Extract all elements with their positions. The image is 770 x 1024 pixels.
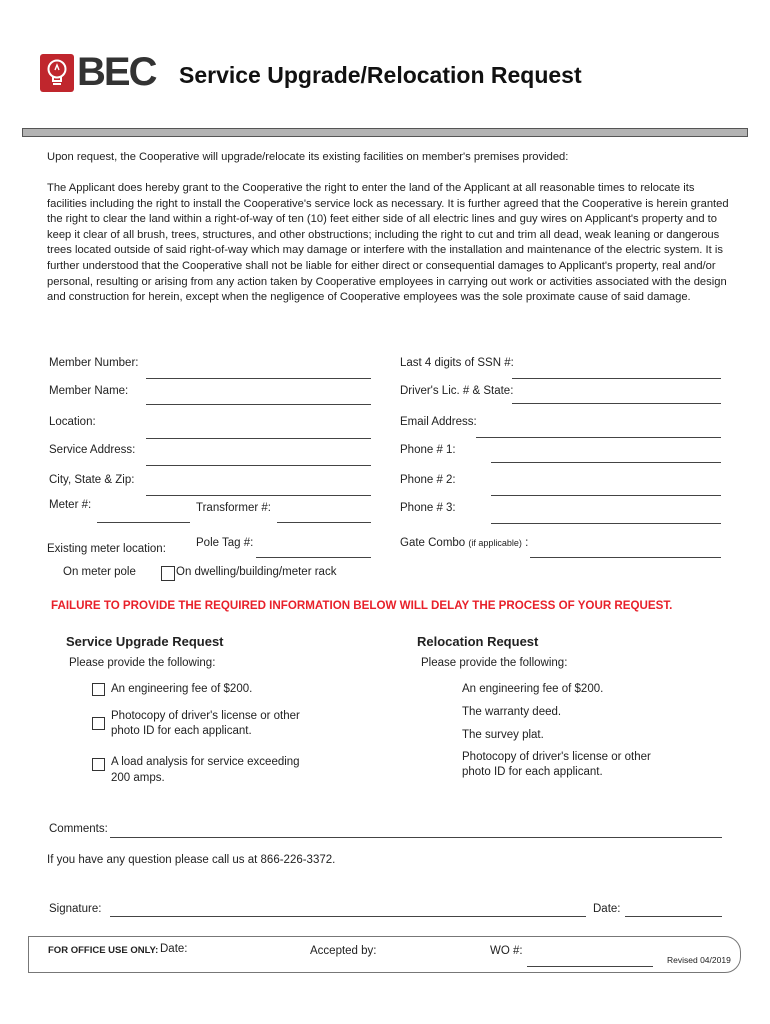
comments-label: Comments:: [49, 823, 108, 835]
upgrade-license-checkbox[interactable]: [92, 717, 105, 730]
transformer-field[interactable]: [277, 522, 371, 523]
transformer-label: Transformer #:: [196, 502, 271, 514]
relocation-subheading: Please provide the following:: [421, 657, 568, 669]
office-use-label: FOR OFFICE USE ONLY:: [48, 945, 159, 956]
relocation-license-label: Photocopy of driver's license or other: [462, 751, 651, 763]
pole-tag-label: Pole Tag #:: [196, 537, 254, 549]
ssn-label: Last 4 digits of SSN #:: [400, 357, 514, 369]
upgrade-load-analysis-label-2: 200 amps.: [111, 772, 165, 784]
upgrade-subheading: Please provide the following:: [69, 657, 216, 669]
relocation-plat-label: The survey plat.: [462, 729, 544, 741]
upgrade-load-analysis-checkbox[interactable]: [92, 758, 105, 771]
member-number-field[interactable]: [146, 378, 371, 379]
gate-combo-note: (if applicable): [468, 538, 522, 548]
service-address-label: Service Address:: [49, 444, 136, 456]
relocation-fee-label: An engineering fee of $200.: [462, 683, 604, 695]
ssn-field[interactable]: [512, 378, 721, 379]
revised-label: Revised 04/2019: [667, 955, 731, 965]
page-title: Service Upgrade/Relocation Request: [179, 62, 582, 88]
meter-field[interactable]: [97, 522, 190, 523]
office-date-label: Date:: [160, 943, 188, 955]
upgrade-license-label: Photocopy of driver's license or other: [111, 710, 300, 722]
wo-field[interactable]: [527, 966, 653, 967]
upgrade-fee-checkbox[interactable]: [92, 683, 105, 696]
email-label: Email Address:: [400, 416, 477, 428]
drivers-lic-label: Driver's Lic. # & State:: [400, 385, 514, 397]
logo-text: BEC: [77, 50, 156, 94]
location-label: Location:: [49, 416, 96, 428]
comments-field[interactable]: [110, 837, 722, 838]
upgrade-fee-label: An engineering fee of $200.: [111, 683, 253, 695]
existing-meter-location-label: Existing meter location:: [47, 543, 166, 555]
phone1-field[interactable]: [491, 462, 721, 463]
upgrade-load-analysis-label: A load analysis for service exceeding: [111, 756, 300, 768]
gate-combo-colon: :: [525, 537, 529, 549]
date-label: Date:: [593, 903, 621, 915]
upgrade-license-label-2: photo ID for each applicant.: [111, 725, 252, 737]
member-name-field[interactable]: [146, 404, 371, 405]
city-state-zip-label: City, State & Zip:: [49, 474, 135, 486]
gate-combo-label: [400, 537, 528, 549]
relocation-heading: Relocation Request: [417, 634, 539, 649]
phone3-field[interactable]: [491, 523, 721, 524]
signature-field[interactable]: [110, 916, 586, 917]
phone2-label: Phone # 2:: [400, 474, 456, 486]
phone2-field[interactable]: [491, 495, 721, 496]
phone3-label: Phone # 3:: [400, 502, 456, 514]
gate-combo-field[interactable]: [530, 557, 721, 558]
on-meter-pole-checkbox[interactable]: [161, 566, 175, 581]
phone1-label: Phone # 1:: [400, 444, 456, 456]
email-field[interactable]: [476, 437, 721, 438]
location-field[interactable]: [146, 438, 371, 439]
gate-combo-text: Gate Combo: [400, 537, 466, 549]
agreement-paragraph: The Applicant does hereby grant to the Cooperative the right to enter the land of the Applicant at all reasonable times to relocate its facilities including the right to install the Cooperative's service lock as necessary. It is further agreed that the Cooperative is herein granted the right to clear the land within a right-of-way of ten (10) feet either side of all electric lines and guy wires on Applicant's property and to keep it clear of all brush, trees, structures, and other obstructions; including the right to cut and trim all dead, weak leaning or dangerous trees located outside of said right-of-way which may damage or interfere with the installation and maintenance of the electric system. It is further understood that the Cooperative shall not be liable for either direct or consequential damages to Applicant's property, real and/or personal, resulting or arising from any action taken by Cooperative employees in carrying out work or activities associated with the design and construction for herein, except when the negligence of Cooperative employees was the sole proximate cause of said damage.: [47, 182, 729, 304]
intro-text: Upon request, the Cooperative will upgrade/relocate its existing facilities on member's premises provided:: [47, 151, 569, 163]
title-divider: [22, 128, 748, 137]
accepted-by-label: Accepted by:: [310, 945, 377, 957]
date-field[interactable]: [625, 916, 722, 917]
on-meter-pole-label: On meter pole: [63, 566, 136, 578]
warning-banner: FAILURE TO PROVIDE THE REQUIRED INFORMATION BELOW WILL DELAY THE PROCESS OF YOUR REQUEST.: [51, 599, 673, 612]
meter-label: Meter #:: [49, 499, 92, 511]
member-number-label: Member Number:: [49, 357, 139, 369]
relocation-deed-label: The warranty deed.: [462, 706, 562, 718]
service-address-field[interactable]: [146, 465, 371, 466]
lightbulb-icon: [40, 54, 74, 92]
on-dwelling-label: On dwelling/building/meter rack: [176, 566, 337, 578]
upgrade-heading: Service Upgrade Request: [66, 634, 224, 649]
city-state-zip-field[interactable]: [146, 495, 371, 496]
wo-label: WO #:: [490, 945, 523, 957]
member-name-label: Member Name:: [49, 385, 129, 397]
contact-text: If you have any question please call us at 866-226-3372.: [47, 854, 336, 866]
logo: [40, 50, 156, 94]
drivers-lic-field[interactable]: [512, 403, 721, 404]
pole-tag-field[interactable]: [256, 557, 371, 558]
signature-label: Signature:: [49, 903, 102, 915]
relocation-license-label-2: photo ID for each applicant.: [462, 766, 603, 778]
